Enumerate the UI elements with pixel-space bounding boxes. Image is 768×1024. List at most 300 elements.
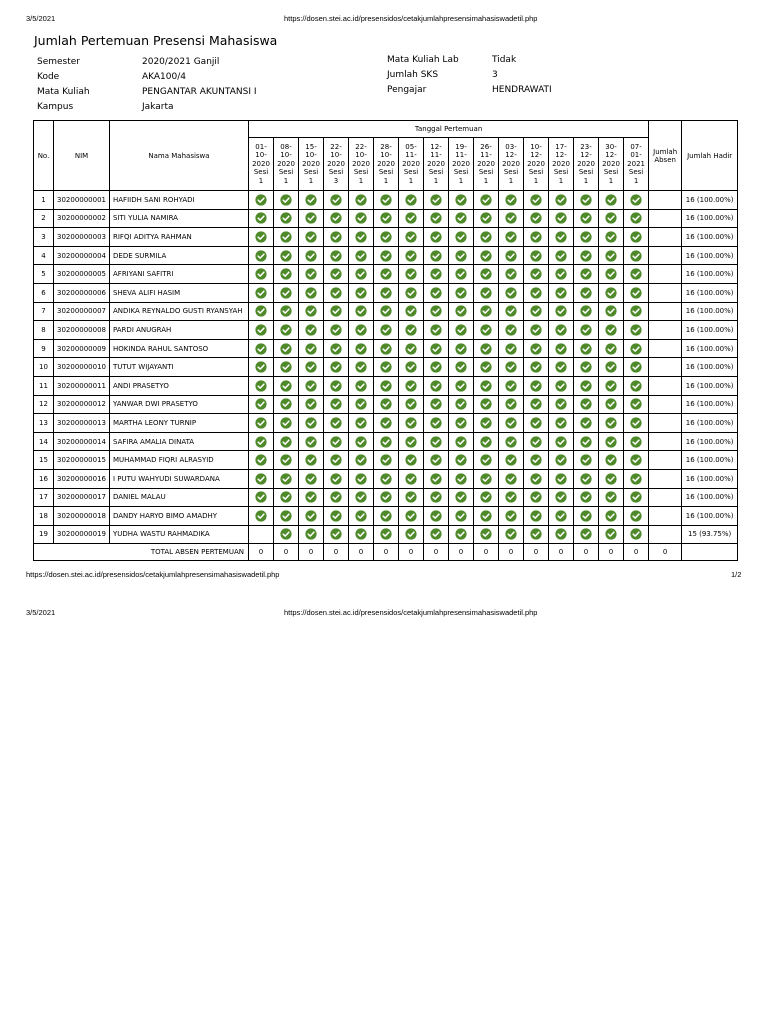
cell-attendance [249,525,274,544]
cell-attendance [624,376,649,395]
info-value-kode: AKA100/4 [142,72,186,82]
cell-jumlah-absen [649,451,682,470]
session-header-line: 11- [405,151,417,160]
check-circle-icon [405,194,417,206]
check-circle-icon [280,380,292,392]
cell-attendance [474,451,499,470]
check-circle-icon [355,436,367,448]
cell-attendance [624,191,649,210]
total-jumlah-absen: 0 [649,544,682,561]
check-circle-icon [530,343,542,355]
cell-no: 5 [34,265,54,284]
page-footer-url: https://dosen.stei.ac.id/presensidos/cetakjumlahpresensimahasiswadetil.php [26,570,280,579]
cell-jumlah-hadir: 16 (100.00%) [682,488,738,507]
session-header-line: 10- [530,142,542,151]
check-circle-icon [555,250,567,262]
check-circle-icon [630,398,642,410]
cell-jumlah-absen [649,395,682,414]
check-circle-icon [380,398,392,410]
session-header-line: 12- [505,151,517,160]
cell-attendance [499,339,524,358]
check-circle-icon [330,343,342,355]
cell-attendance [524,507,549,526]
session-header-line: 22- [355,142,367,151]
cell-jumlah-absen [649,228,682,247]
check-circle-icon [480,436,492,448]
table-row [34,488,738,507]
cell-nim: 30200000017 [54,488,110,507]
check-circle-icon [405,287,417,299]
cell-attendance [549,358,574,377]
cell-attendance [499,395,524,414]
total-absen-session: 0 [574,544,599,561]
cell-attendance [574,228,599,247]
check-circle-icon [305,417,317,429]
check-circle-icon [430,268,442,280]
cell-no: 7 [34,302,54,321]
cell-attendance [299,469,324,488]
cell-attendance [399,358,424,377]
cell-attendance [274,414,299,433]
header-jumlah-hadir: Jumlah Hadir [682,121,738,191]
cell-attendance [299,283,324,302]
header-nim: NIM [54,121,110,191]
cell-nim: 30200000010 [54,358,110,377]
info-label-semester: Semester [37,57,81,67]
check-circle-icon [305,287,317,299]
cell-name: HOKINDA RAHUL SANTOSO [110,339,249,358]
session-header-line: 2020 [377,159,395,168]
check-circle-icon [555,231,567,243]
total-absen-session: 0 [549,544,574,561]
check-circle-icon [355,250,367,262]
cell-attendance [249,191,274,210]
cell-jumlah-absen [649,209,682,228]
check-circle-icon [405,528,417,540]
cell-attendance [474,358,499,377]
session-header-line: Sesi [528,168,544,177]
cell-attendance [249,469,274,488]
cell-attendance [274,525,299,544]
cell-attendance [449,432,474,451]
check-circle-icon [530,491,542,503]
session-header-line: 11- [455,151,467,160]
session-header-line: 2020 [302,159,320,168]
cell-attendance [399,395,424,414]
cell-attendance [249,432,274,451]
cell-attendance [399,469,424,488]
cell-attendance [474,488,499,507]
check-circle-icon [480,510,492,522]
check-circle-icon [430,250,442,262]
check-circle-icon [480,305,492,317]
check-circle-icon [380,417,392,429]
table-row [34,191,738,210]
check-circle-icon [505,528,517,540]
session-header [399,138,424,191]
cell-attendance [624,246,649,265]
cell-name: MUHAMMAD FIQRI ALRASYID [110,451,249,470]
cell-attendance [574,339,599,358]
total-absen-session: 0 [624,544,649,561]
cell-attendance [474,283,499,302]
cell-jumlah-hadir: 16 (100.00%) [682,265,738,284]
cell-attendance [274,228,299,247]
cell-attendance [399,228,424,247]
check-circle-icon [505,473,517,485]
cell-jumlah-hadir: 16 (100.00%) [682,469,738,488]
check-circle-icon [605,231,617,243]
cell-attendance [349,525,374,544]
check-circle-icon [305,305,317,317]
session-header-line: 1 [483,176,489,185]
check-circle-icon [355,268,367,280]
check-circle-icon [255,380,267,392]
check-circle-icon [630,380,642,392]
session-header-line: 19- [455,142,467,151]
check-circle-icon [255,436,267,448]
info-value-jumlah-sks: 3 [492,70,498,80]
cell-attendance [624,488,649,507]
check-circle-icon [480,194,492,206]
cell-jumlah-hadir: 16 (100.00%) [682,228,738,247]
session-header-line: 30- [605,142,617,151]
cell-attendance [474,432,499,451]
check-circle-icon [305,528,317,540]
cell-attendance [399,432,424,451]
session-header-line: 3 [333,176,339,185]
check-circle-icon [405,491,417,503]
check-circle-icon [605,417,617,429]
check-circle-icon [630,528,642,540]
check-circle-icon [530,194,542,206]
cell-attendance [599,209,624,228]
cell-attendance [299,302,324,321]
cell-no: 13 [34,414,54,433]
cell-attendance [399,525,424,544]
session-header [274,138,299,191]
cell-attendance [349,283,374,302]
cell-attendance [624,525,649,544]
cell-nim: 30200000006 [54,283,110,302]
check-circle-icon [280,398,292,410]
check-circle-icon [530,231,542,243]
check-circle-icon [380,268,392,280]
cell-attendance [549,488,574,507]
cell-attendance [524,488,549,507]
check-circle-icon [505,454,517,466]
cell-attendance [524,432,549,451]
session-header-line: Sesi [428,168,444,177]
check-circle-icon [455,528,467,540]
cell-attendance [324,358,349,377]
check-circle-icon [355,361,367,373]
check-circle-icon [530,287,542,299]
cell-attendance [524,414,549,433]
page-header-url: https://dosen.stei.ac.id/presensidos/cetakjumlahpresensimahasiswadetil.php [284,14,538,23]
cell-attendance [524,339,549,358]
cell-attendance [549,507,574,526]
cell-attendance [624,395,649,414]
cell-attendance [424,228,449,247]
cell-attendance [624,414,649,433]
cell-jumlah-absen [649,283,682,302]
cell-attendance [549,525,574,544]
session-header-line: 1 [558,176,564,185]
check-circle-icon [555,417,567,429]
cell-attendance [424,209,449,228]
cell-attendance [399,507,424,526]
cell-attendance [549,469,574,488]
cell-no: 16 [34,469,54,488]
session-header-line: Sesi [628,168,644,177]
cell-jumlah-absen [649,358,682,377]
check-circle-icon [630,361,642,373]
check-circle-icon [505,212,517,224]
check-circle-icon [380,305,392,317]
check-circle-icon [255,343,267,355]
cell-attendance [474,376,499,395]
cell-no: 10 [34,358,54,377]
cell-name: SAFIRA AMALIA DINATA [110,432,249,451]
cell-attendance [274,209,299,228]
check-circle-icon [305,212,317,224]
cell-no: 11 [34,376,54,395]
check-circle-icon [580,287,592,299]
session-header-line: 2020 [527,159,545,168]
cell-attendance [599,339,624,358]
cell-attendance [499,525,524,544]
session-header [574,138,599,191]
cell-attendance [549,395,574,414]
check-circle-icon [255,398,267,410]
check-circle-icon [455,324,467,336]
check-circle-icon [505,436,517,448]
cell-jumlah-hadir: 16 (100.00%) [682,414,738,433]
check-circle-icon [455,473,467,485]
cell-attendance [399,321,424,340]
cell-attendance [249,265,274,284]
check-circle-icon [630,510,642,522]
check-circle-icon [505,250,517,262]
check-circle-icon [455,305,467,317]
check-circle-icon [505,510,517,522]
session-header-line: 10- [380,151,392,160]
check-circle-icon [605,250,617,262]
cell-attendance [449,469,474,488]
check-circle-icon [405,398,417,410]
cell-attendance [324,451,349,470]
cell-jumlah-hadir: 16 (100.00%) [682,191,738,210]
check-circle-icon [505,380,517,392]
cell-attendance [299,246,324,265]
cell-attendance [499,432,524,451]
check-circle-icon [580,212,592,224]
check-circle-icon [355,194,367,206]
check-circle-icon [380,194,392,206]
cell-attendance [449,302,474,321]
cell-attendance [574,469,599,488]
cell-attendance [524,358,549,377]
cell-jumlah-absen [649,191,682,210]
cell-attendance [299,414,324,433]
info-label-kode: Kode [37,72,60,82]
check-circle-icon [480,287,492,299]
cell-attendance [399,339,424,358]
cell-attendance [374,469,399,488]
cell-attendance [274,339,299,358]
check-circle-icon [330,454,342,466]
cell-attendance [349,191,374,210]
check-circle-icon [530,436,542,448]
check-circle-icon [605,454,617,466]
cell-attendance [624,302,649,321]
cell-attendance [274,302,299,321]
check-circle-icon [480,491,492,503]
header-jumlah-absen: Jumlah Absen [649,121,682,191]
cell-attendance [424,432,449,451]
check-circle-icon [330,417,342,429]
check-circle-icon [430,212,442,224]
cell-attendance [249,339,274,358]
cell-jumlah-hadir: 16 (100.00%) [682,507,738,526]
session-header-line: 1 [458,176,464,185]
page2-header-url: https://dosen.stei.ac.id/presensidos/cetakjumlahpresensimahasiswadetil.php [284,608,538,617]
session-header [599,138,624,191]
check-circle-icon [580,343,592,355]
check-circle-icon [430,436,442,448]
check-circle-icon [430,398,442,410]
check-circle-icon [580,194,592,206]
cell-attendance [524,246,549,265]
check-circle-icon [630,473,642,485]
check-circle-icon [255,305,267,317]
header-tanggal-pertemuan: Tanggal Pertemuan [249,121,649,138]
check-circle-icon [605,305,617,317]
check-circle-icon [330,212,342,224]
check-circle-icon [480,473,492,485]
check-circle-icon [255,454,267,466]
check-circle-icon [305,324,317,336]
cell-attendance [274,283,299,302]
session-header-line: Sesi [478,168,494,177]
session-header-line: 2020 [602,159,620,168]
check-circle-icon [505,361,517,373]
session-header-line: 10- [355,151,367,160]
check-circle-icon [555,528,567,540]
check-circle-icon [380,454,392,466]
cell-jumlah-absen [649,414,682,433]
check-circle-icon [380,343,392,355]
cell-attendance [399,414,424,433]
session-header-line: 26- [480,142,492,151]
cell-attendance [274,358,299,377]
check-circle-icon [430,305,442,317]
cell-jumlah-absen [649,321,682,340]
total-absen-session: 0 [299,544,324,561]
cell-attendance [249,395,274,414]
cell-no: 1 [34,191,54,210]
check-circle-icon [430,343,442,355]
cell-attendance [499,414,524,433]
cell-attendance [274,451,299,470]
cell-attendance [299,228,324,247]
cell-attendance [499,376,524,395]
check-circle-icon [430,510,442,522]
cell-attendance [274,321,299,340]
check-circle-icon [405,436,417,448]
check-circle-icon [255,417,267,429]
cell-attendance [474,228,499,247]
cell-attendance [574,246,599,265]
total-absen-session: 0 [374,544,399,561]
check-circle-icon [255,268,267,280]
session-header [474,138,499,191]
cell-attendance [299,376,324,395]
session-header-line: 10- [280,151,292,160]
cell-attendance [624,339,649,358]
cell-attendance [499,488,524,507]
cell-name: TUTUT WIJAYANTI [110,358,249,377]
cell-nim: 30200000001 [54,191,110,210]
cell-attendance [274,469,299,488]
cell-attendance [524,228,549,247]
session-header-line: 07- [630,142,642,151]
cell-attendance [499,302,524,321]
cell-attendance [249,358,274,377]
cell-attendance [249,451,274,470]
session-header-line: 12- [530,151,542,160]
session-header [299,138,324,191]
check-circle-icon [530,361,542,373]
cell-attendance [424,525,449,544]
cell-attendance [599,302,624,321]
total-absen-session: 0 [249,544,274,561]
cell-attendance [574,302,599,321]
check-circle-icon [605,268,617,280]
session-header-line: Sesi [403,168,419,177]
session-header-line: 12- [430,142,442,151]
cell-attendance [424,507,449,526]
check-circle-icon [605,212,617,224]
cell-attendance [524,321,549,340]
check-circle-icon [555,343,567,355]
header-name: Nama Mahasiswa [110,121,249,191]
session-header-line: 1 [258,176,264,185]
session-header-line: Sesi [453,168,469,177]
cell-attendance [624,469,649,488]
session-header [374,138,399,191]
cell-attendance [574,265,599,284]
cell-attendance [474,302,499,321]
cell-attendance [599,376,624,395]
check-circle-icon [480,417,492,429]
cell-attendance [449,358,474,377]
check-circle-icon [605,380,617,392]
cell-name: DANDY HARYO BIMO AMADHY [110,507,249,526]
session-header-line: 1 [408,176,414,185]
cell-attendance [374,265,399,284]
check-circle-icon [455,287,467,299]
check-circle-icon [530,305,542,317]
check-circle-icon [305,250,317,262]
cell-name: DEDE SURMILA [110,246,249,265]
check-circle-icon [455,212,467,224]
cell-attendance [249,246,274,265]
check-circle-icon [305,510,317,522]
check-circle-icon [355,324,367,336]
check-circle-icon [305,436,317,448]
